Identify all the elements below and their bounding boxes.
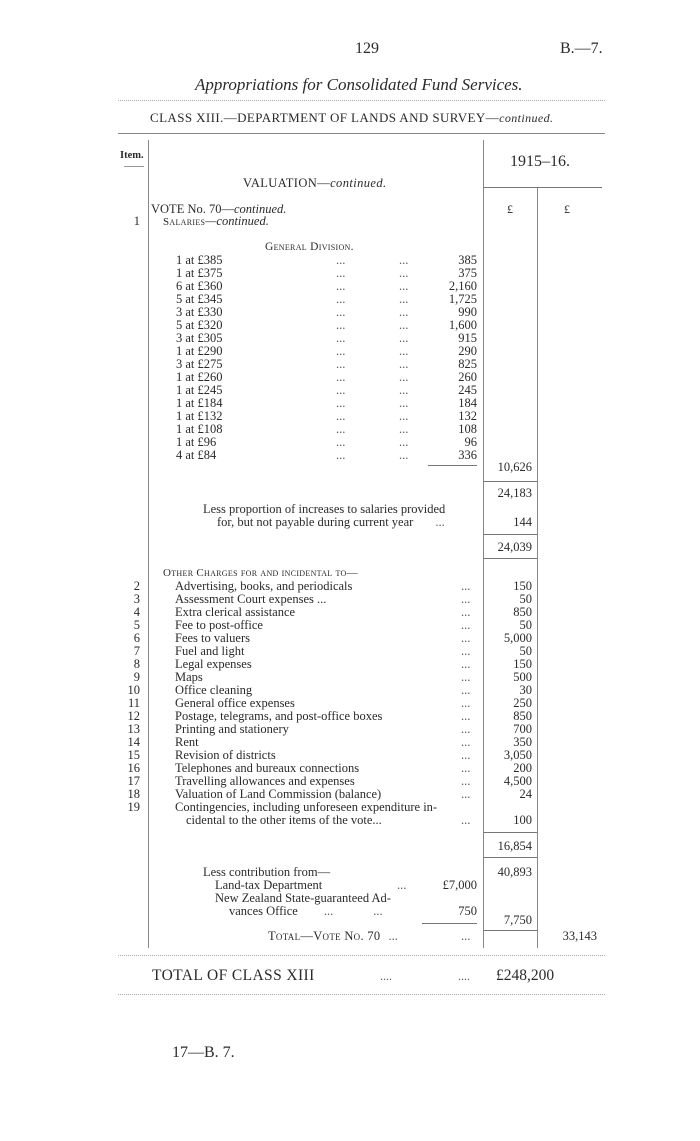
other-charges-item-number: 5 bbox=[133, 618, 140, 632]
less-proportion-line-2-text: for, but not payable during current year bbox=[217, 515, 414, 529]
other-charges-row-amount: 500 bbox=[513, 670, 532, 684]
other-charges-item-number: 12 bbox=[127, 709, 140, 723]
other-charges-row-amount: 50 bbox=[519, 618, 532, 632]
other-charges-total-rule bbox=[483, 857, 537, 858]
other-charges-item-number: 2 bbox=[133, 579, 140, 593]
class-total-dots-2: .... bbox=[458, 969, 470, 983]
leader-dots: ... bbox=[399, 344, 409, 358]
general-division-row-label: 1 at £184 bbox=[176, 396, 223, 410]
general-division-row-label: 1 at £385 bbox=[176, 253, 223, 267]
general-division-row-label: 1 at £132 bbox=[176, 409, 223, 423]
nz-advances-label-1: New Zealand State-guaranteed Ad- bbox=[215, 891, 391, 905]
leader-dots: ... bbox=[399, 292, 409, 306]
leader-dots: ... bbox=[461, 579, 471, 593]
leader-dots: ... bbox=[461, 618, 471, 632]
general-division-row-amount: 385 bbox=[458, 253, 477, 267]
leader-dots: ... bbox=[399, 266, 409, 280]
general-division-row-label: 1 at £96 bbox=[176, 435, 217, 449]
leader-dots: ... bbox=[399, 370, 409, 384]
other-charges-row-label: Fee to post-office bbox=[175, 618, 263, 632]
general-division-row-label: 1 at £375 bbox=[176, 266, 223, 280]
leader-dots: ... bbox=[399, 305, 409, 319]
leader-dots: ... bbox=[399, 357, 409, 371]
other-charges-heading: Other Charges for and incidental to— bbox=[163, 567, 358, 579]
nz-advances-amount: 750 bbox=[458, 904, 477, 918]
other-charges-row-amount: 250 bbox=[513, 696, 532, 710]
general-division-row-label: 1 at £290 bbox=[176, 344, 223, 358]
leader-dots: ... bbox=[399, 318, 409, 332]
signature-mark: 17—B. 7. bbox=[172, 1044, 235, 1061]
other-charges-row-label: Telephones and bureaux connections bbox=[175, 761, 360, 775]
page-number: 129 bbox=[355, 40, 379, 57]
leader-dots: ... bbox=[461, 683, 471, 697]
class-total-rule bbox=[118, 994, 605, 995]
other-charges-item-number: 10 bbox=[127, 683, 140, 697]
other-charges-row-label: Printing and stationery bbox=[175, 722, 289, 736]
other-charges-item-number: 16 bbox=[127, 761, 140, 775]
leader-dots: ... bbox=[461, 631, 471, 645]
item-header-rule bbox=[124, 166, 144, 167]
less-proportion-line-1: Less proportion of increases to salaries provided bbox=[203, 502, 446, 516]
general-division-row-label: 5 at £345 bbox=[176, 292, 223, 306]
other-charges-row-amount: 150 bbox=[513, 579, 532, 593]
valuation-heading bbox=[243, 176, 387, 191]
general-division-row-label: 5 at £320 bbox=[176, 318, 223, 332]
class-title bbox=[150, 110, 553, 126]
item-column-divider bbox=[148, 140, 149, 948]
general-division-row-amount: 2,160 bbox=[448, 279, 477, 293]
general-division-row-label: 3 at £305 bbox=[176, 331, 223, 345]
general-division-row-amount: 184 bbox=[458, 396, 477, 410]
leader-dots: ... bbox=[336, 383, 346, 397]
general-division-row-label: 3 at £330 bbox=[176, 305, 223, 319]
general-division-row-amount: 96 bbox=[464, 435, 477, 449]
general-division-row-label: 3 at £275 bbox=[176, 357, 223, 371]
other-charges-item-number: 17 bbox=[127, 774, 140, 788]
document-code: B.—7. bbox=[560, 40, 603, 57]
other-charges-row-label: Maps bbox=[175, 670, 203, 684]
other-charges-row-label: Travelling allowances and expenses bbox=[175, 774, 355, 788]
leader-dots: ... bbox=[336, 253, 346, 267]
nz-advances-label-2: vances Office ... ... bbox=[229, 904, 383, 918]
contribution-heading: Less contribution from— bbox=[203, 865, 331, 879]
year-header-rule bbox=[483, 187, 602, 188]
leader-dots: ... bbox=[336, 318, 346, 332]
leader-dots: ... bbox=[336, 409, 346, 423]
general-division-row-amount: 290 bbox=[458, 344, 477, 358]
less-proportion-line-2: for, but not payable during current year ... bbox=[217, 515, 445, 529]
other-charges-row-amount: 200 bbox=[513, 761, 532, 775]
general-division-subtotal-rule bbox=[428, 465, 477, 466]
other-charges-row-amount: 30 bbox=[519, 683, 532, 697]
general-division-row-amount: 1,600 bbox=[448, 318, 477, 332]
contingencies-amount: 100 bbox=[513, 813, 532, 827]
leader-dots: ... bbox=[461, 722, 471, 736]
leader-dots: ... bbox=[336, 331, 346, 345]
leader-dots: ... bbox=[461, 696, 471, 710]
general-division-row-amount: 336 bbox=[458, 448, 477, 462]
leader-dots: ... bbox=[399, 409, 409, 423]
general-division-row-amount: 1,725 bbox=[448, 292, 477, 306]
other-charges-item-19: 19 bbox=[127, 800, 140, 814]
leader-dots: ... bbox=[399, 396, 409, 410]
class-total-dots-1: .... bbox=[380, 969, 392, 983]
other-charges-item-number: 8 bbox=[133, 657, 140, 671]
amount-column-divider-left bbox=[483, 140, 484, 948]
contingencies-line-2-text: cidental to the other items of the vote... bbox=[186, 813, 382, 827]
less-proportion-amount: 144 bbox=[513, 515, 532, 529]
other-charges-subtotal: 16,854 bbox=[497, 839, 532, 853]
leader-dots: ... bbox=[336, 370, 346, 384]
leader-dots: ... bbox=[336, 396, 346, 410]
other-charges-item-number: 7 bbox=[133, 644, 140, 658]
other-charges-row-label: Rent bbox=[175, 735, 199, 749]
general-division-row-amount: 825 bbox=[458, 357, 477, 371]
leader-dots: ... bbox=[336, 266, 346, 280]
nz-advances-label-2-text: vances Office bbox=[229, 904, 298, 918]
leader-dots: ... bbox=[336, 344, 346, 358]
leader-dots: ... bbox=[336, 422, 346, 436]
general-division-net: 24,039 bbox=[497, 540, 532, 554]
running-title: Appropriations for Consolidated Fund Services. bbox=[195, 75, 523, 94]
table-bottom-rule bbox=[118, 955, 605, 956]
contribution-total: 7,750 bbox=[503, 913, 532, 927]
amount-column-divider-mid bbox=[537, 188, 538, 948]
valuation-heading-main: VALUATION— bbox=[243, 176, 331, 190]
vote-total-label-text: Total—Vote No. 70 bbox=[268, 929, 381, 943]
salaries-item-number: 1 bbox=[133, 214, 140, 228]
vote-total-dots: ... bbox=[461, 929, 471, 943]
other-charges-item-number: 15 bbox=[127, 748, 140, 762]
general-division-running-total: 24,183 bbox=[497, 486, 532, 500]
leader-dots: ... bbox=[336, 435, 346, 449]
other-charges-row-amount: 850 bbox=[513, 709, 532, 723]
leader-dots: ... bbox=[461, 657, 471, 671]
vote-heading-suffix: continued. bbox=[233, 202, 287, 216]
class-title-suffix: continued. bbox=[499, 111, 554, 125]
leader-dots: ... bbox=[461, 670, 471, 684]
other-charges-row-amount: 4,500 bbox=[503, 774, 532, 788]
other-charges-running-total: 40,893 bbox=[497, 865, 532, 879]
general-division-row-amount: 245 bbox=[458, 383, 477, 397]
contingencies-dots: ... bbox=[461, 813, 471, 827]
valuation-heading-suffix: continued. bbox=[330, 176, 387, 190]
other-charges-item-number: 6 bbox=[133, 631, 140, 645]
vote-total-label: Total—Vote No. 70 ... bbox=[268, 929, 398, 943]
contribution-total-rule bbox=[483, 930, 537, 931]
class-title-main: CLASS XIII.—DEPARTMENT OF LANDS AND SURVEY— bbox=[150, 110, 500, 125]
other-charges-row-amount: 24 bbox=[519, 787, 532, 801]
other-charges-item-number: 9 bbox=[133, 670, 140, 684]
item-column-header: Item. bbox=[120, 150, 144, 161]
land-tax-label: Land-tax Department bbox=[215, 878, 323, 892]
currency-symbol-1: £ bbox=[507, 202, 513, 216]
salaries-heading bbox=[163, 215, 269, 229]
other-charges-row-label: General office expenses bbox=[175, 696, 295, 710]
header-rule bbox=[118, 100, 605, 101]
salaries-heading-main: Salaries bbox=[163, 216, 206, 228]
leader-dots: ... bbox=[399, 435, 409, 449]
leader-dots: ... bbox=[399, 253, 409, 267]
running-total-rule-1 bbox=[483, 481, 537, 482]
leader-dots: ... bbox=[461, 735, 471, 749]
currency-symbol-2: £ bbox=[564, 202, 570, 216]
other-charges-row-amount: 350 bbox=[513, 735, 532, 749]
leader-dots: ... bbox=[336, 448, 346, 462]
other-charges-row-label: Postage, telegrams, and post-office boxes bbox=[175, 709, 383, 723]
other-charges-row-label: Fees to valuers bbox=[175, 631, 250, 645]
other-charges-row-label: Extra clerical assistance bbox=[175, 605, 296, 619]
general-division-row-label: 6 at £360 bbox=[176, 279, 223, 293]
net-rule bbox=[483, 534, 537, 535]
general-division-row-label: 4 at £84 bbox=[176, 448, 217, 462]
salaries-heading-suffix: —continued. bbox=[205, 214, 269, 228]
leader-dots: ... bbox=[399, 448, 409, 462]
land-tax-dots: ... bbox=[397, 878, 407, 892]
general-division-row-amount: 375 bbox=[458, 266, 477, 280]
other-charges-item-number: 18 bbox=[127, 787, 140, 801]
net-bottom-rule bbox=[483, 558, 537, 559]
general-division-row-amount: 915 bbox=[458, 331, 477, 345]
class-total-label: TOTAL OF CLASS XIII bbox=[152, 967, 315, 984]
leader-dots: ... bbox=[461, 644, 471, 658]
other-charges-row-label: Assessment Court expenses ... bbox=[175, 592, 327, 606]
vote-total-amount: 33,143 bbox=[562, 929, 597, 943]
other-charges-row-label: Valuation of Land Commission (balance) bbox=[175, 787, 382, 801]
class-total-amount: £248,200 bbox=[496, 967, 555, 984]
other-charges-item-number: 11 bbox=[127, 696, 140, 710]
leader-dots: ... bbox=[461, 787, 471, 801]
other-charges-row-label: Revision of districts bbox=[175, 748, 276, 762]
land-tax-amount: £7,000 bbox=[442, 878, 477, 892]
other-charges-row-amount: 50 bbox=[519, 644, 532, 658]
other-charges-row-label: Fuel and light bbox=[175, 644, 245, 658]
general-division-row-label: 1 at £260 bbox=[176, 370, 223, 384]
other-charges-row-amount: 700 bbox=[513, 722, 532, 736]
leader-dots: ... bbox=[461, 748, 471, 762]
leader-dots: ... bbox=[399, 422, 409, 436]
leader-dots: ... bbox=[461, 774, 471, 788]
leader-dots: ... bbox=[399, 279, 409, 293]
general-division-row-amount: 108 bbox=[458, 422, 477, 436]
vote-heading-main: VOTE No. 70— bbox=[151, 202, 234, 216]
general-division-row-amount: 260 bbox=[458, 370, 477, 384]
other-charges-row-amount: 5,000 bbox=[503, 631, 532, 645]
other-charges-item-number: 14 bbox=[127, 735, 140, 749]
leader-dots: ... bbox=[336, 279, 346, 293]
other-charges-row-amount: 850 bbox=[513, 605, 532, 619]
leader-dots: ... bbox=[461, 592, 471, 606]
leader-dots: ... bbox=[461, 709, 471, 723]
leader-dots: ... bbox=[461, 605, 471, 619]
other-charges-row-label: Office cleaning bbox=[175, 683, 253, 697]
leader-dots: ... bbox=[336, 305, 346, 319]
other-charges-row-amount: 3,050 bbox=[503, 748, 532, 762]
leader-dots: ... bbox=[399, 383, 409, 397]
leader-dots: ... bbox=[336, 357, 346, 371]
leader-dots: ... bbox=[399, 331, 409, 345]
general-division-heading: General Division. bbox=[265, 241, 354, 253]
contingencies-line-2 bbox=[186, 814, 382, 827]
other-charges-row-label: Legal expenses bbox=[175, 657, 252, 671]
general-division-subtotal: 10,626 bbox=[497, 460, 532, 474]
general-division-row-amount: 990 bbox=[458, 305, 477, 319]
fiscal-year: 1915–16. bbox=[510, 153, 570, 170]
general-division-row-label: 1 at £108 bbox=[176, 422, 223, 436]
other-charges-row-label: Advertising, books, and periodicals bbox=[175, 579, 353, 593]
leader-dots: ... bbox=[461, 761, 471, 775]
contingencies-line-1: Contingencies, including unforeseen expenditure in- bbox=[175, 800, 438, 814]
other-charges-item-number: 3 bbox=[133, 592, 140, 606]
other-charges-item-number: 4 bbox=[133, 605, 140, 619]
other-charges-rule bbox=[483, 832, 537, 833]
class-title-rule bbox=[118, 133, 605, 134]
other-charges-row-amount: 50 bbox=[519, 592, 532, 606]
leader-dots: ... bbox=[336, 292, 346, 306]
general-division-row-amount: 132 bbox=[458, 409, 477, 423]
general-division-row-label: 1 at £245 bbox=[176, 383, 223, 397]
other-charges-row-amount: 150 bbox=[513, 657, 532, 671]
contribution-rule bbox=[422, 923, 477, 924]
other-charges-item-number: 13 bbox=[127, 722, 140, 736]
